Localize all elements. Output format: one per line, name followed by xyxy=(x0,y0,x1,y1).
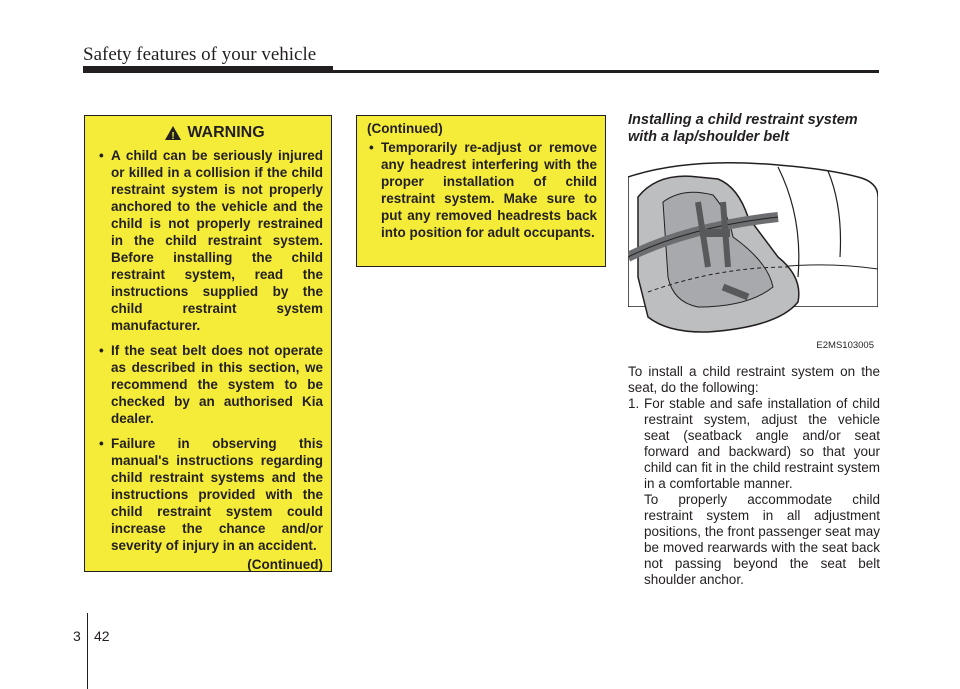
child-seat-drawing xyxy=(628,157,878,355)
warning-item: • A child can be seriously injured or killed in a collision if the child restraint system is not properly anchored to the vehicle and the child is not properly restrained in the child restraint system. Before installing the child restraint system, read the instructions supplied by the child restraint system manufacturer. xyxy=(97,147,323,334)
illustration-code: E2MS103005 xyxy=(816,340,874,351)
page-number-divider xyxy=(87,613,88,689)
warning-continued: (Continued) xyxy=(247,557,323,572)
chapter-number: 3 xyxy=(73,628,81,644)
step-1-note: To properly accommodate child restraint system in all adjustment positions, the front passenger seat may be moved rearwards with the seat back not passing beyond the seat belt shoulder anchor. xyxy=(644,492,880,587)
intro-paragraph: To install a child restraint system on the seat, do the following: xyxy=(628,364,880,395)
warning-list xyxy=(97,147,323,554)
continued-list xyxy=(367,139,597,241)
child-seat-illustration xyxy=(628,157,878,355)
continued-heading: (Continued) xyxy=(367,121,443,136)
warning-box xyxy=(84,115,332,572)
warning-heading-label: WARNING xyxy=(187,124,265,141)
instructions-body xyxy=(628,364,880,588)
header-rule-accent xyxy=(83,66,333,73)
warning-triangle-icon xyxy=(165,126,181,140)
warning-heading xyxy=(107,124,323,141)
continued-warning-box xyxy=(356,115,606,267)
continued-item: • Temporarily re-adjust or remove any headrest interfering with the proper installation of child restraint system. Make sure to put any removed headrests back into position for adult occupants. xyxy=(367,139,597,241)
step-1: 1. For stable and safe installation of child restraint system, adjust the vehicle seat (seatback angle and/or seat forward and backward) so that your child can fit in the child restraint system in a comfortable manner. xyxy=(628,396,880,491)
warning-item: • Failure in observing this manual's instructions regarding child restraint systems and the instructions provided with the child restraint system could increase the chance and/or severity of injury in an accident. xyxy=(97,435,323,554)
warning-item: • If the seat belt does not operate as described in this section, we recommend the system to be checked by an authorised Kia dealer. xyxy=(97,342,323,427)
page-number: 42 xyxy=(94,628,110,644)
page-header-title: Safety features of your vehicle xyxy=(83,44,317,65)
section-title: Installing a child restraint system with a lap/shoulder belt xyxy=(628,112,858,145)
